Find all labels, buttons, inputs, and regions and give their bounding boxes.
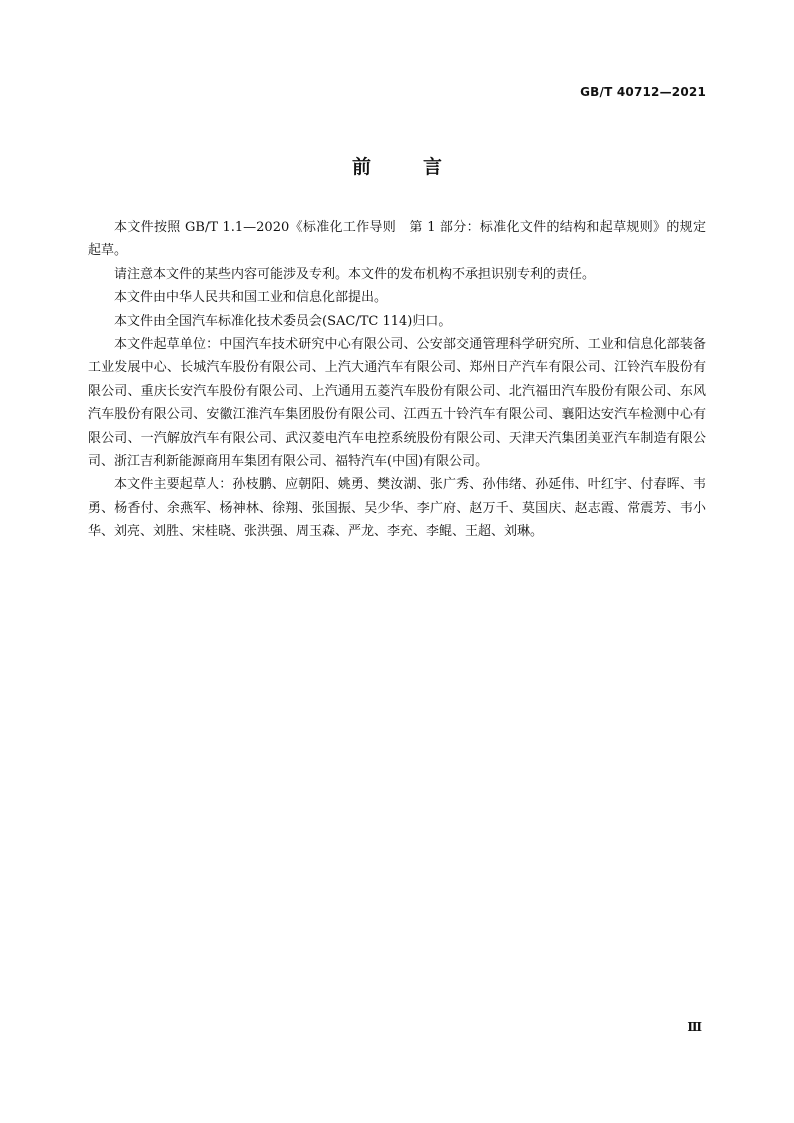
paragraph-drafting-rules: 本文件按照 GB/T 1.1—2020《标准化工作导则 第 1 部分：标准化文件的结构和起草规则》的规定起草。 xyxy=(88,220,706,259)
paragraph-drafting-units: 本文件起草单位：中国汽车技术研究中心有限公司、公安部交通管理科学研究所、工业和信息化部装备工业发展中心、长城汽车股份有限公司、上汽大通汽车有限公司、郑州日产汽车有限公司、江铃汽车股份有限公司、重庆长安汽车股份有限公司、上汽通用五菱汽车股份有限公司、北汽福田汽车股份有限公司、东风汽车股份有限公司、安徽江淮汽车集团股份有限公司、江西五十铃汽车有限公司、襄阳达安汽车检测中心有限公司、一汽解放汽车有限公司、武汉菱电汽车电控系统股份有限公司、天津天汽集团美亚汽车制造有限公司、浙江吉利新能源商用车集团有限公司、福特汽车(中国)有限公司。 xyxy=(88,337,706,470)
foreword-body xyxy=(88,216,706,544)
paragraph-committee: 本文件由全国汽车标准化技术委员会(SAC/TC 114)归口。 xyxy=(114,313,452,329)
paragraph-proposer: 本文件由中华人民共和国工业和信息化部提出。 xyxy=(114,290,388,306)
page-number: Ⅲ xyxy=(687,1020,702,1034)
paragraph-patent-notice: 请注意本文件的某些内容可能涉及专利。本文件的发布机构不承担识别专利的责任。 xyxy=(114,266,596,282)
standard-number: GB/T 40712—2021 xyxy=(580,85,706,99)
page-title: 前言 xyxy=(351,156,494,178)
paragraph-drafters: 本文件主要起草人：孙枝鹏、应朝阳、姚勇、樊汝湖、张广秀、孙伟绪、孙延伟、叶红宇、付春晖、韦勇、杨香付、余燕军、杨神林、徐翔、张国振、吴少华、李广府、赵万千、莫国庆、赵志霞、常震芳、韦小华、刘亮、刘胜、宋桂晓、张洪强、周玉森、严龙、李充、李鲲、王超、刘琳。 xyxy=(88,477,706,540)
